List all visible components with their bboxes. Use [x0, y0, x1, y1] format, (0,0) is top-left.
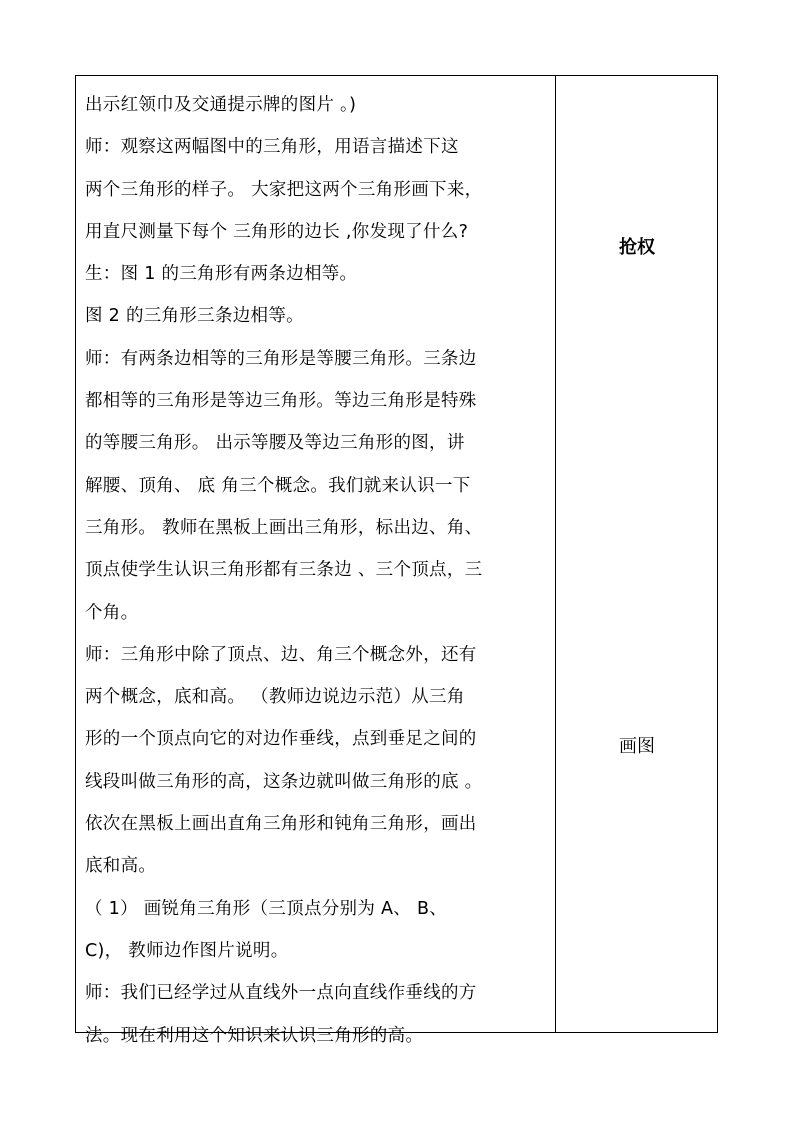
text-line: 线段叫做三角形的高，这条边就叫做三角形的底 。 — [85, 771, 483, 792]
text-line: 师：有两条边相等的三角形是等腰三角形。三条边 — [85, 348, 477, 369]
lesson-table — [75, 75, 718, 1046]
side-label-qiangquan: 抢权 — [619, 237, 655, 258]
text-line: （ 1） 画锐角三角形（三顶点分别为 A、 B、 — [85, 898, 448, 919]
text-line: 个角。 — [85, 602, 139, 623]
column-divider — [555, 76, 556, 1032]
text-line: 形的一个顶点向它的对边作垂线，点到垂足之间的 — [85, 729, 477, 750]
text-line: 解腰、顶角、 底 角三个概念。我们就来认识一下 — [85, 475, 471, 496]
text-line: 顶点使学生认识三角形都有三条边 、三个顶点，三 — [85, 560, 483, 581]
text-line: 依次在黑板上画出直角三角形和钝角三角形，画出 — [85, 814, 477, 835]
text-line: 两个三角形的样子。 大家把这两个三角形画下来， — [85, 179, 483, 200]
text-line: 师：我们已经学过从直线外一点向直线作垂线的方 — [85, 983, 477, 1004]
text-line: 生：图 1 的三角形有两条边相等。 — [85, 264, 358, 285]
lesson-content-cell — [85, 84, 551, 1057]
text-line: 师：观察这两幅图中的三角形，用语言描述下这 — [85, 137, 459, 158]
text-line: 三角形。 教师在黑板上画出三角形，标出边、角、 — [85, 517, 483, 538]
text-line: 师：三角形中除了顶点、边、角三个概念外，还有 — [85, 644, 477, 665]
text-line: 用直尺测量下每个 三角形的边长 ,你发现了什么? — [85, 221, 469, 242]
text-line: 底和高。 — [85, 856, 157, 877]
text-line: 的等腰三角形。 出示等腰及等边三角形的图，讲 — [85, 433, 465, 454]
text-line: 法。现在利用这个知识来认识三角形的高。 — [85, 1025, 424, 1046]
text-line: 出示红领巾及交通提示牌的图片 。) — [85, 95, 357, 115]
text-line: C)， 教师边作图片说明。 — [85, 940, 289, 961]
text-line: 图 2 的三角形三条边相等。 — [85, 306, 304, 327]
text-line: 都相等的三角形是等边三角形。等边三角形是特殊 — [85, 391, 477, 412]
side-label-huatu: 画图 — [619, 736, 655, 757]
text-line: 两个概念，底和高。 （教师边说边示范）从三角 — [85, 687, 465, 708]
